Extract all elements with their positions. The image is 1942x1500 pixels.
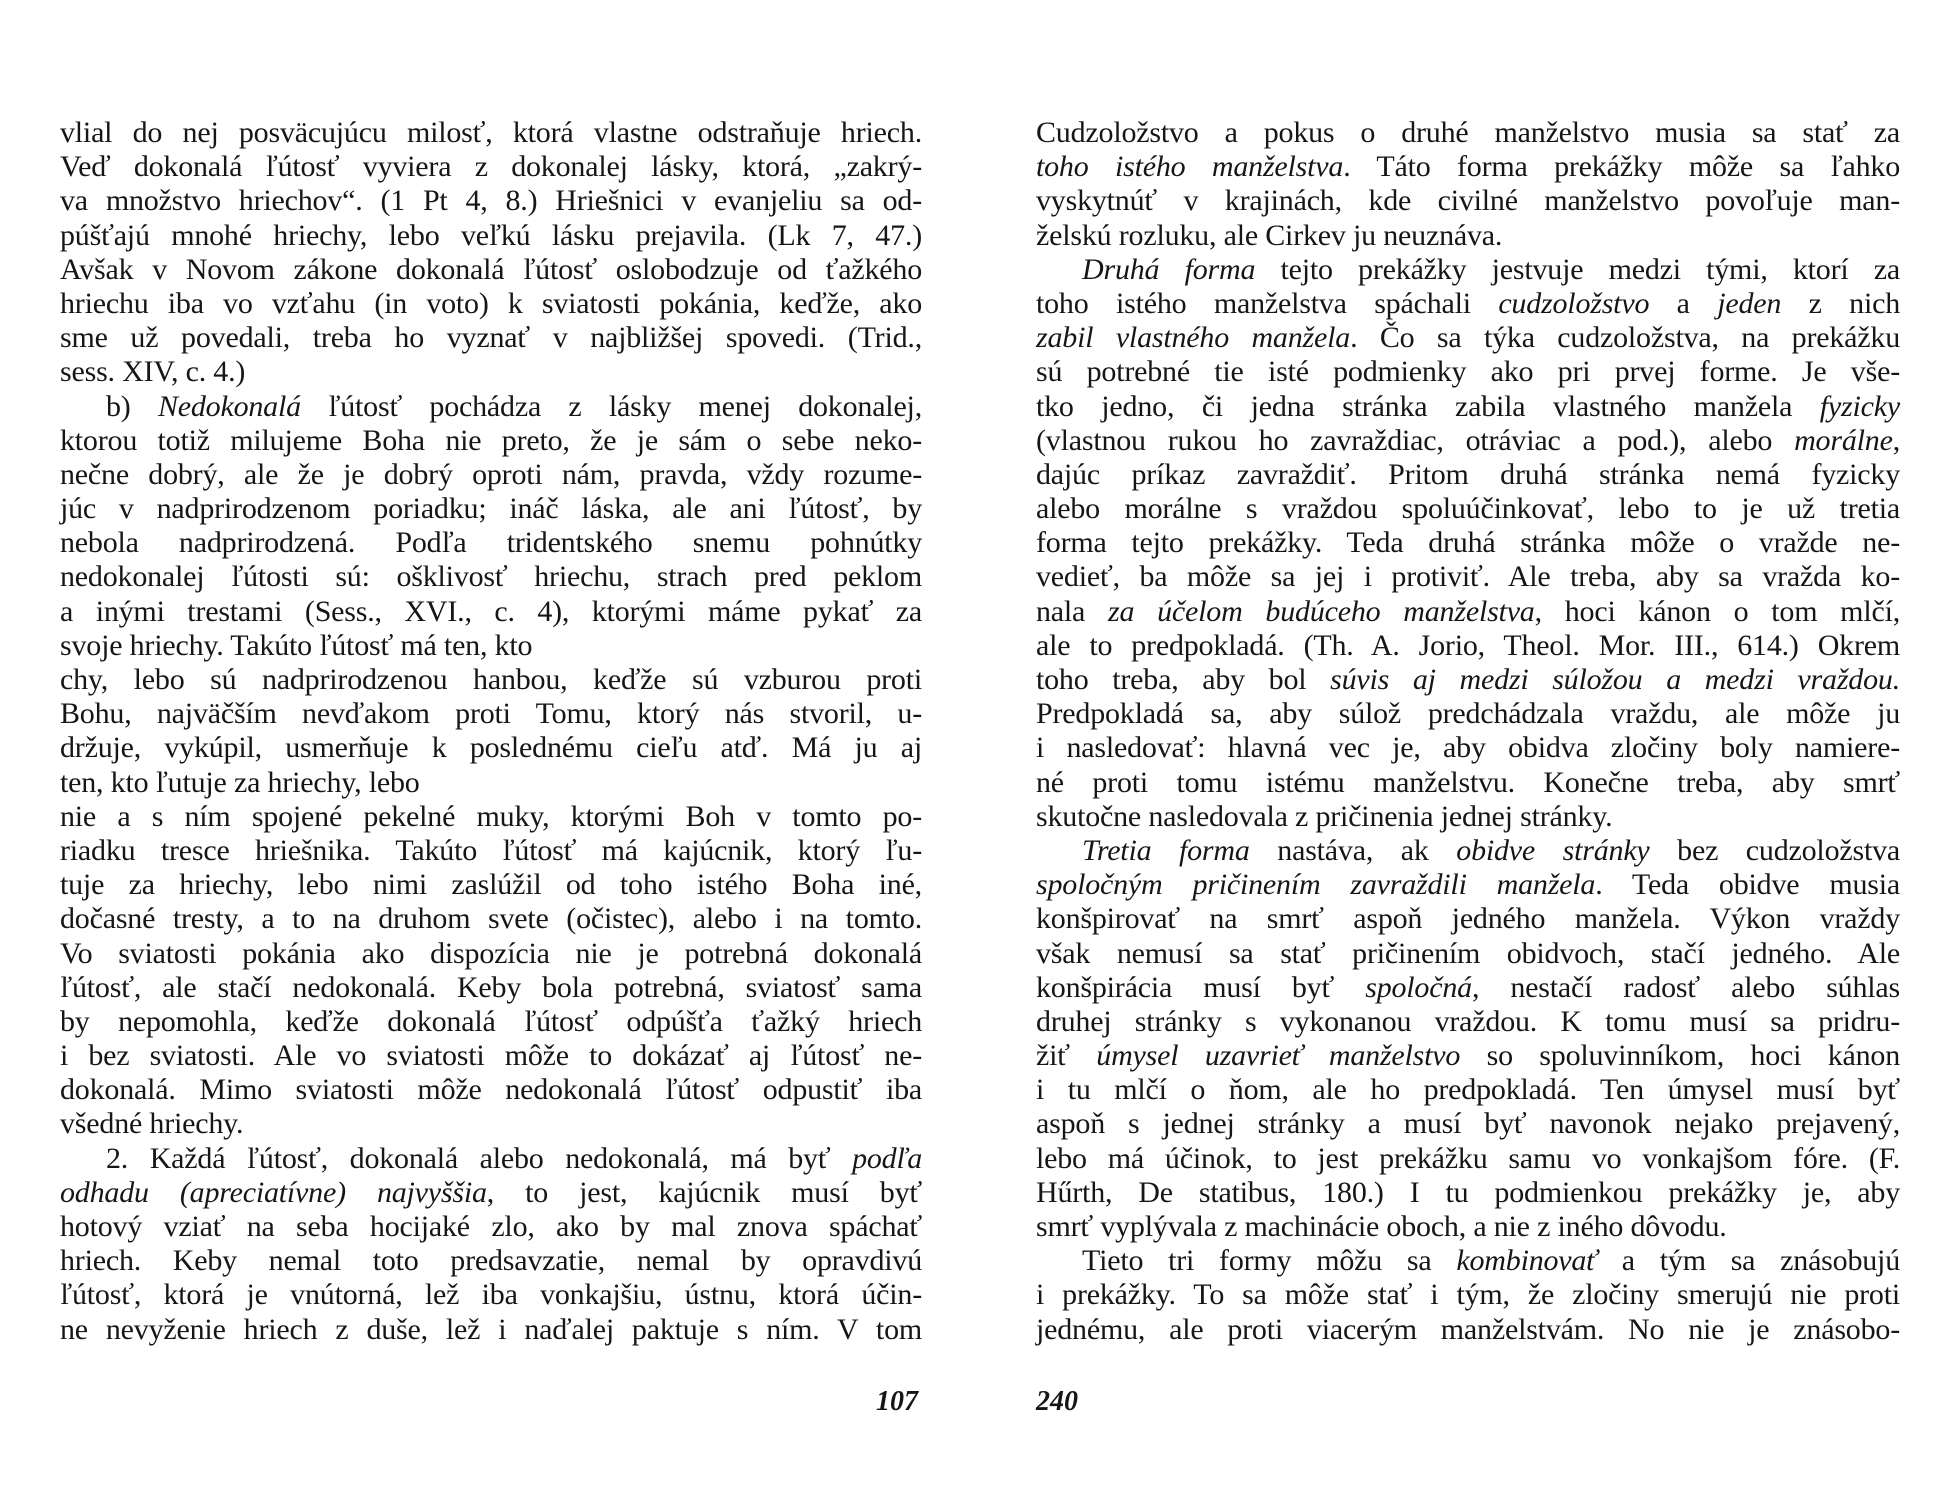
text-segment: a tým sa znásobujú — [1596, 1244, 1900, 1278]
italic-text: cudzoložstvo — [1498, 286, 1650, 320]
text-line — [1036, 321, 1900, 355]
text-segment: držuje, vykúpil, usmerňuje k poslednému cieľu atď. Má ju aj — [60, 731, 922, 765]
right-page-number: 240 — [1036, 1386, 1078, 1417]
text-segment: vyskytnúť v krajinách, kde civilné manželstvo povoľuje man- — [1036, 184, 1900, 218]
text-line — [60, 731, 922, 765]
text-segment: hotový vziať na seba hocijaké zlo, ako by mal znova spáchať — [60, 1210, 922, 1243]
text-line — [1036, 253, 1900, 287]
text-line — [60, 937, 922, 971]
text-segment: . Táto forma prekážky môže sa ľahko — [1343, 150, 1900, 184]
text-line — [60, 390, 922, 424]
text-line — [1036, 868, 1900, 902]
text-line — [60, 697, 922, 731]
text-segment: nebola nadprirodzená. Podľa tridentského snemu pohnútky — [60, 526, 922, 560]
text-line — [1036, 800, 1900, 834]
text-line — [1036, 1176, 1900, 1210]
text-segment: i nasledovať: hlavná vec je, aby obidva zločiny boly namiere- — [1036, 731, 1900, 765]
text-line — [60, 1039, 922, 1073]
text-line — [60, 868, 922, 902]
text-line — [60, 971, 922, 1005]
text-line — [1036, 595, 1900, 629]
text-segment: , nestačí radosť alebo súhlas — [1471, 970, 1900, 1004]
text-line — [1036, 766, 1900, 800]
text-segment: né proti tomu istému manželstvu. Konečne treba, aby smrť — [1036, 765, 1900, 799]
text-segment: vlial do nej posväcujúcu milosť, ktorá vlastne odstraňuje hriech. — [60, 116, 922, 149]
italic-text: kombinovať — [1456, 1244, 1597, 1278]
text-line — [60, 253, 922, 287]
text-line — [1036, 697, 1900, 731]
text-line — [1036, 150, 1900, 184]
text-segment: , to jest, kajúcnik musí byť — [486, 1175, 922, 1209]
text-line — [60, 424, 922, 458]
text-segment: Hűrth, De statibus, 180.) I tu podmienkou prekážky je, aby — [1036, 1175, 1900, 1209]
text-segment: . Teda obidve musia — [1595, 868, 1900, 902]
text-line — [1036, 424, 1900, 458]
text-line — [1036, 663, 1900, 697]
text-segment: ľútosť pochádza z lásky menej dokonalej, — [300, 389, 922, 423]
italic-text: jeden — [1717, 286, 1782, 320]
italic-text: úmysel uzavrieť manželstvo — [1096, 1039, 1461, 1073]
text-line — [60, 1142, 922, 1176]
text-line — [1036, 287, 1900, 321]
right-page-text — [1036, 116, 1900, 1347]
text-segment: jednému, ale proti viacerým manželstvám. No nie je znásobo- — [1036, 1312, 1900, 1346]
text-segment: chy, lebo sú nadprirodzenou hanbou, keďže sú vzburou proti — [60, 663, 922, 696]
text-segment: riadku tresce hriešnika. Takúto ľútosť má kajúcnik, ktorý ľu- — [60, 833, 922, 867]
text-segment: hriech. Keby nemal toto predsavzatie, nemal by opravdivú — [60, 1244, 922, 1278]
text-segment: tejto prekážky jestvuje medzi tými, ktorí za — [1255, 252, 1900, 286]
text-segment: Vo sviatosti pokánia ako dispozícia nie je potrebná dokonalá — [60, 936, 922, 970]
text-segment: toho istého manželstva spáchali — [1036, 286, 1499, 320]
text-line — [1036, 526, 1900, 560]
italic-text: toho istého manželstva — [1036, 150, 1344, 184]
text-segment: nie a s ním spojené pekelné muky, ktorými Boh v tomto po- — [60, 799, 922, 833]
italic-text: morálne — [1794, 423, 1893, 457]
text-line — [60, 1278, 922, 1312]
text-segment: dokonalá. Mimo sviatosti môže nedokonalá ľútosť odpustiť iba — [60, 1073, 922, 1107]
text-segment: skutočne nasledovala z pričinenia jednej stránky. — [1036, 799, 1613, 833]
italic-text: spoločná — [1365, 970, 1472, 1004]
text-segment: Bohu, najväčším nevďakom proti Tomu, ktorý nás stvoril, u- — [60, 697, 922, 731]
text-segment: i tu mlčí o ňom, ale ho predpokladá. Ten úmysel musí byť — [1036, 1073, 1900, 1107]
italic-text: Druhá forma — [1082, 252, 1256, 286]
italic-text: zabil vlastného manžela — [1036, 321, 1351, 355]
text-segment: 2. Každá ľútosť, dokonalá alebo nedokonalá, má byť — [106, 1141, 853, 1175]
text-line — [60, 116, 922, 150]
text-line — [1036, 1313, 1900, 1347]
text-segment: ktorou totiž milujeme Boha nie preto, že je sám o sebe neko- — [60, 423, 922, 457]
italic-text: Tretia forma — [1082, 833, 1250, 867]
text-segment: , hoci kánon o tom mlčí, — [1534, 594, 1900, 628]
text-line — [1036, 731, 1900, 765]
text-line — [1036, 1278, 1900, 1312]
text-line — [60, 526, 922, 560]
text-segment: ne nevyženie hriech z duše, lež i naďalej paktuje s ním. V tom — [60, 1312, 922, 1346]
text-segment: Predpokladá sa, aby súlož predchádzala vraždu, ale môže ju — [1036, 697, 1900, 731]
text-line — [60, 1244, 922, 1278]
text-segment: sú potrebné tie isté podmienky ako pri prvej forme. Je vše- — [1036, 355, 1900, 389]
text-segment: tko jedno, či jedna stránka zabila vlastného manžela — [1036, 389, 1820, 423]
text-segment: púšťajú mnohé hriechy, lebo veľkú lásku prejavila. (Lk 7, 47.) — [60, 218, 922, 252]
left-page-text — [60, 116, 922, 1347]
text-line — [60, 219, 922, 253]
text-segment: i prekážky. To sa môže stať i tým, že zločiny smerujú nie proti — [1036, 1278, 1900, 1312]
text-line — [60, 287, 922, 321]
text-segment: nedokonalej ľútosti sú: ošklivosť hriechu, strach pred peklom — [60, 560, 922, 594]
text-segment: ľútosť, ale stačí nedokonalá. Keby bola potrebná, sviatosť sama — [60, 970, 922, 1004]
text-line — [60, 492, 922, 526]
text-segment: svoje hriechy. Takúto ľútosť má ten, kto — [60, 628, 533, 662]
italic-text: podľa — [852, 1141, 922, 1175]
text-line — [1036, 116, 1900, 150]
text-line — [1036, 492, 1900, 526]
text-segment: júc v nadprirodzenom poriadku; ináč láska, ale ani ľútosť, by — [60, 492, 922, 526]
text-line — [60, 184, 922, 218]
text-line — [1036, 1107, 1900, 1141]
text-line — [60, 321, 922, 355]
italic-text: spoločným pričinením zavraždili manžela — [1036, 868, 1596, 902]
text-segment: druhej stránky s vykonanou vraždou. K tomu musí sa pridru- — [1036, 1004, 1900, 1038]
text-segment: však nemusí sa stať pričinením obidvoch, stačí jedného. Ale — [1036, 936, 1900, 970]
text-line — [60, 766, 922, 800]
text-segment: . Čo sa týka cudzoložstva, na prekážku — [1350, 321, 1900, 355]
text-line — [60, 1176, 922, 1210]
text-segment: i bez sviatosti. Ale vo sviatosti môže to dokázať aj ľútosť ne- — [60, 1039, 922, 1073]
text-segment: Cudzoložstvo a pokus o druhé manželstvo musia sa stať za — [1036, 116, 1900, 149]
text-line — [60, 663, 922, 697]
text-line — [1036, 219, 1900, 253]
text-segment: bez cudzoložstva — [1649, 833, 1901, 867]
italic-text: Nedokonalá — [157, 389, 301, 423]
text-line — [1036, 834, 1900, 868]
text-segment: , — [1892, 423, 1900, 457]
text-line — [1036, 458, 1900, 492]
text-line — [60, 1210, 922, 1244]
text-segment: dočasné tresty, a to na druhom svete (očistec), alebo i na tomto. — [60, 902, 922, 936]
text-segment: ľútosť, ktorá je vnútorná, lež iba vonkajšiu, ústnu, ktorá účin- — [60, 1278, 922, 1312]
text-segment: va množstvo hriechov“. (1 Pt 4, 8.) Hriešnici v evanjeliu sa od- — [60, 184, 922, 218]
text-line — [60, 800, 922, 834]
text-line — [60, 1073, 922, 1107]
italic-text: súvis aj medzi súložou a medzi vraždou. — [1330, 663, 1900, 696]
text-segment: ale to predpokladá. (Th. A. Jorio, Theol. Mor. III., 614.) Okrem — [1036, 628, 1900, 662]
text-segment: tuje za hriechy, lebo nimi zaslúžil od toho istého Boha iné, — [60, 868, 922, 902]
text-segment: so spoluvinníkom, hoci kánon — [1460, 1039, 1901, 1073]
text-line — [1036, 390, 1900, 424]
italic-text: fyzicky — [1819, 389, 1900, 423]
italic-text: obidve stránky — [1456, 833, 1650, 867]
text-line — [60, 1005, 922, 1039]
text-segment: ten, kto ľutuje za hriechy, lebo — [60, 765, 420, 799]
text-segment: b) — [106, 389, 158, 423]
text-segment: Tieto tri formy môžu sa — [1082, 1244, 1457, 1278]
text-line — [60, 834, 922, 868]
text-segment: alebo morálne s vraždou spoluúčinkovať, lebo to je už tretia — [1036, 492, 1900, 526]
text-segment: nečne dobrý, ale že je dobrý oproti nám, pravda, vždy rozume- — [60, 457, 922, 491]
text-line — [1036, 629, 1900, 663]
text-line — [60, 458, 922, 492]
text-segment: nastáva, ak — [1249, 833, 1457, 867]
text-segment: a — [1649, 286, 1718, 320]
text-line — [1036, 971, 1900, 1005]
text-segment: lebo má účinok, to jest prekážku samu vo vonkajšom fóre. (F. — [1036, 1141, 1900, 1175]
text-segment: vedieť, ba môže sa jej i protiviť. Ale treba, aby sa vražda ko- — [1036, 560, 1900, 594]
text-segment: a inými trestami (Sess., XVI., c. 4), ktorými máme pykať za — [60, 594, 922, 628]
text-line — [60, 1107, 922, 1141]
text-line — [60, 1313, 922, 1347]
text-segment: hriechu iba vo vzťahu (in voto) k sviatosti pokánia, keďže, ako — [60, 286, 922, 320]
text-line — [1036, 184, 1900, 218]
text-segment: toho treba, aby bol — [1036, 663, 1331, 696]
text-segment: Veď dokonalá ľútosť vyviera z dokonalej lásky, ktorá, „zakrý- — [60, 150, 922, 184]
text-segment: konšpirovať na smrť aspoň jedného manžela. Výkon vraždy — [1036, 902, 1900, 936]
text-line — [1036, 937, 1900, 971]
text-line — [60, 150, 922, 184]
text-line — [1036, 1073, 1900, 1107]
text-line — [1036, 1142, 1900, 1176]
text-segment: forma tejto prekážky. Teda druhá stránka môže o vražde ne- — [1036, 526, 1900, 560]
text-line — [60, 595, 922, 629]
text-line — [1036, 1039, 1900, 1073]
text-line — [60, 629, 922, 663]
text-line — [1036, 560, 1900, 594]
text-segment: všedné hriechy. — [60, 1107, 244, 1141]
text-segment: nala — [1036, 594, 1109, 628]
italic-text: odhadu (apreciatívne) najvyššia — [60, 1175, 487, 1209]
text-segment: konšpirácia musí byť — [1036, 970, 1366, 1004]
text-segment: by nepomohla, keďže dokonalá ľútosť odpúšťa ťažký hriech — [60, 1004, 922, 1038]
text-segment: (vlastnou rukou ho zavraždiac, otráviac a pod.), alebo — [1036, 423, 1795, 457]
text-segment: dajúc príkaz zavraždiť. Pritom druhá stránka nemá fyzicky — [1036, 457, 1900, 491]
text-line — [1036, 902, 1900, 936]
text-segment: smrť vyplývala z machinácie oboch, a nie z iného dôvodu. — [1036, 1210, 1727, 1243]
left-page-number: 107 — [876, 1386, 918, 1417]
text-segment: Avšak v Novom zákone dokonalá ľútosť oslobodzuje od ťažkého — [60, 252, 922, 286]
text-segment: želskú rozluku, ale Cirkev ju neuznáva. — [1036, 218, 1503, 252]
text-segment: žiť — [1036, 1039, 1097, 1073]
text-line — [1036, 355, 1900, 389]
italic-text: za účelom budúceho manželstva — [1108, 594, 1535, 628]
text-line — [1036, 1005, 1900, 1039]
text-line — [1036, 1244, 1900, 1278]
text-segment: aspoň s jednej stránky a musí byť navonok nejako prejavený, — [1036, 1107, 1900, 1141]
text-line — [60, 902, 922, 936]
text-line — [60, 560, 922, 594]
text-line — [1036, 1210, 1900, 1244]
text-segment: sme už povedali, treba ho vyznať v najbližšej spovedi. (Trid., — [60, 321, 922, 355]
text-line — [60, 355, 922, 389]
text-segment: z nich — [1781, 286, 1900, 320]
text-segment: sess. XIV, c. 4.) — [60, 355, 246, 389]
